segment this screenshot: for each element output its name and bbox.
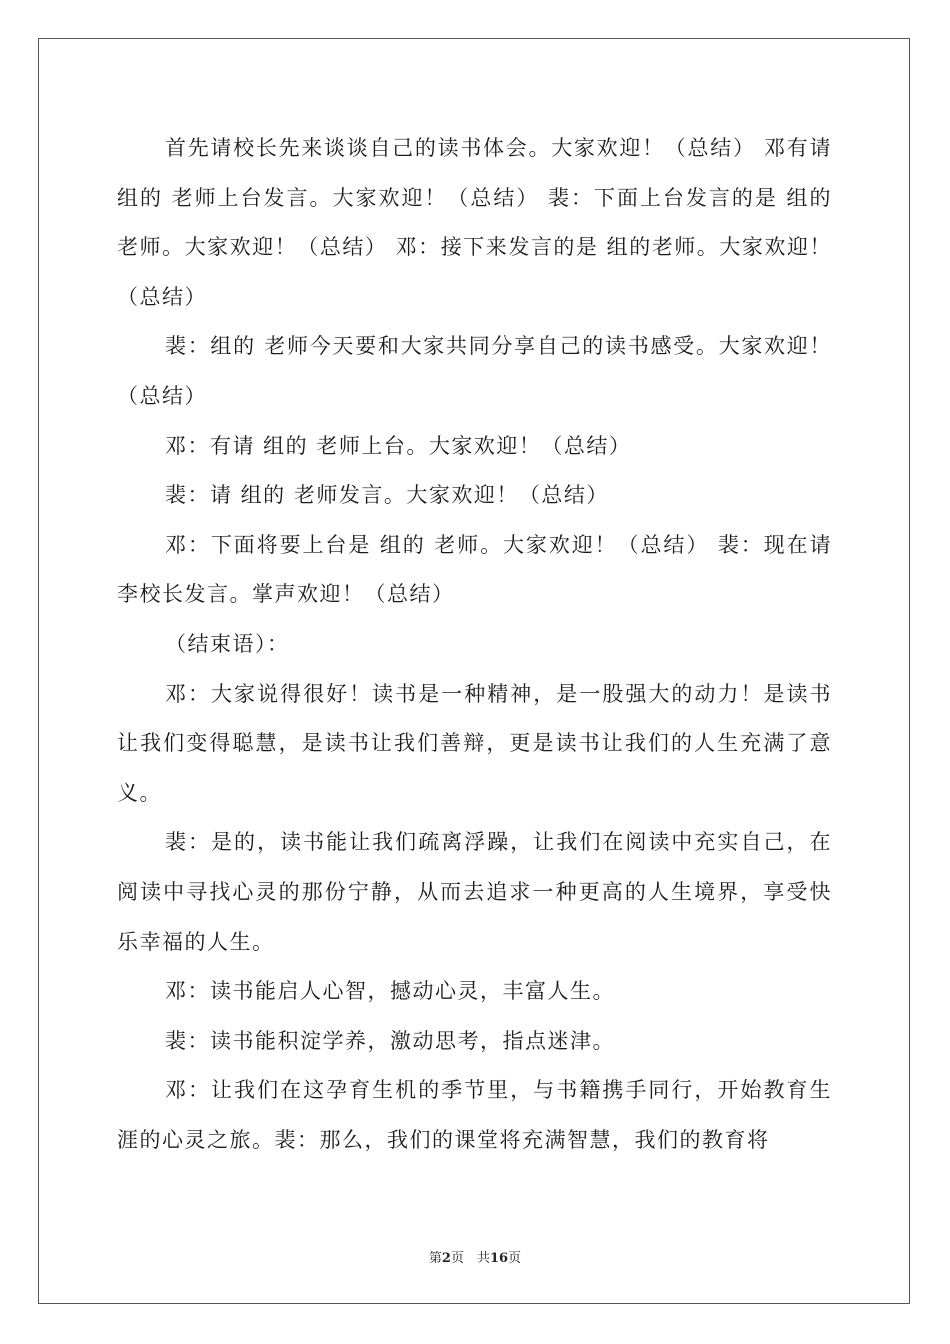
document-body: [117, 124, 832, 1165]
page-total: 16: [489, 1251, 509, 1266]
paragraph: 邓：有请 组的 老师上台。大家欢迎！（总结）: [165, 433, 632, 458]
paragraph: 裴：组的 老师今天要和大家共同分享自己的读书感受。大家欢迎！（总结）: [117, 334, 832, 408]
paragraph: 裴：请 组的 老师发言。大家欢迎！（总结）: [165, 483, 609, 508]
paragraph: 裴：读书能积淀学养，激动思考，指点迷津。: [165, 1028, 615, 1053]
paragraph: 裴：是的，读书能让我们疏离浮躁，让我们在阅读中充实自己，在阅读中寻找心灵的那份宁静，从而去追求一种更高的人生境界，享受快乐幸福的人生。: [117, 830, 832, 954]
footer-suffix: 页: [508, 1251, 522, 1266]
paragraph: 邓：读书能启人心智，撼动心灵，丰富人生。: [165, 979, 615, 1004]
paragraph: 邓：下面将要上台是 组的 老师。大家欢迎！（总结） 裴：现在请李校长发言。掌声欢迎！（总结）: [117, 532, 832, 607]
page-footer: [0, 1247, 950, 1266]
footer-middle: 页 共: [450, 1251, 490, 1266]
paragraph: （结束语）：: [165, 631, 290, 656]
footer-prefix: 第: [428, 1251, 442, 1266]
page-number: 2: [441, 1251, 451, 1266]
paragraph: 邓：让我们在这孕育生机的季节里，与书籍携手同行，开始教育生涯的心灵之旅。裴：那么，我们的课堂将充满智慧，我们的教育将: [117, 1078, 832, 1152]
paragraph: 邓：大家说得很好！读书是一种精神，是一股强大的动力！是读书让我们变得聪慧，是读书让我们善辩，更是读书让我们的人生充满了意义。: [117, 681, 832, 805]
paragraph: 首先请校长先来谈谈自己的读书体会。大家欢迎！（总结） 邓有请 组的 老师上台发言。大家欢迎！（总结） 裴：下面上台发言的是 组的 老师。大家欢迎！（总结） 邓：接下来发言的是 组的老师。大家欢迎！（总结）: [117, 136, 832, 309]
